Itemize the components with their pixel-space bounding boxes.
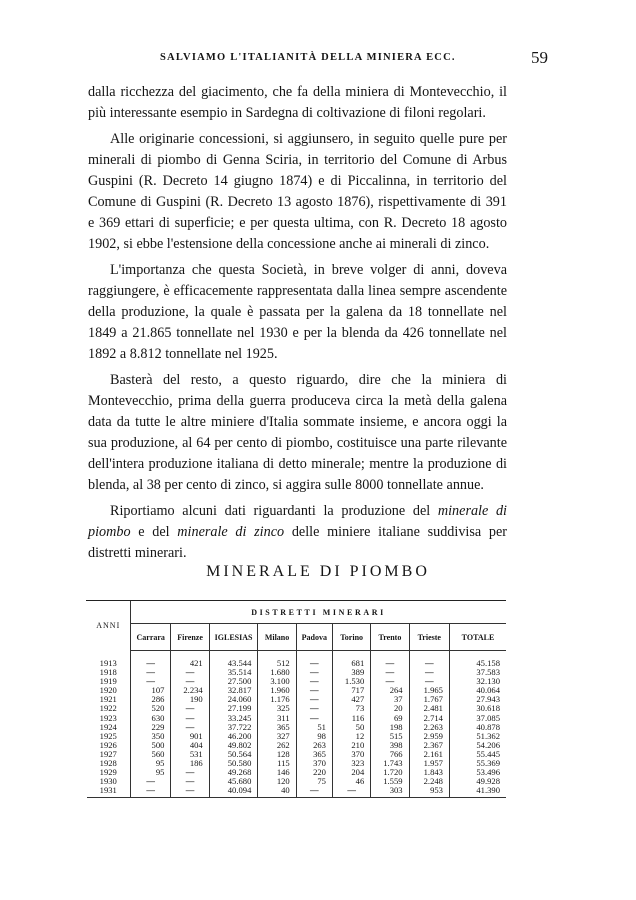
year-cell: 1927 [87, 750, 131, 759]
cell-trieste: 2.263 [409, 723, 449, 732]
table-row [87, 786, 507, 798]
cell-padova: — [296, 677, 332, 686]
cell-trento: — [371, 677, 409, 686]
cell-totale: 27.943 [449, 695, 506, 704]
cell-torino: 323 [332, 759, 370, 768]
cell-iglesias: 37.722 [209, 723, 258, 732]
cell-trieste: — [409, 668, 449, 677]
cell-carrara: 229 [131, 723, 171, 732]
cell-firenze: — [171, 677, 209, 686]
cell-trento: 69 [371, 714, 409, 723]
paragraph-5-italic-zinco: minerale di zinco [177, 524, 285, 540]
cell-torino: 1.530 [332, 677, 370, 686]
district-group-header: DISTRETTI MINERARI [131, 601, 506, 624]
cell-torino: 73 [332, 704, 370, 713]
table-row [87, 677, 507, 686]
cell-iglesias: 24.060 [209, 695, 258, 704]
column-header-torino: Torino [332, 624, 370, 651]
cell-carrara: 350 [131, 732, 171, 741]
year-cell: 1920 [87, 686, 131, 695]
cell-milano: 262 [258, 741, 296, 750]
table-row [87, 686, 507, 695]
cell-carrara: 286 [131, 695, 171, 704]
cell-totale: 54.206 [449, 741, 506, 750]
cell-trento: 264 [371, 686, 409, 695]
paragraph-3: L'importanza che questa Società, in breve volger di anni, doveva raggiungere, è efficacemente rappresentata dalla linea sempre ascendente della produzione, la quale è passata per la galena da 18 tonnellate nel 1849 a 21.865 tonnellate nel 1930 e per la blenda da 426 tonnellate nel 1892 a 8.812 tonnellate nel 1925. [88, 262, 507, 362]
cell-carrara: 560 [131, 750, 171, 759]
cell-milano: 115 [258, 759, 296, 768]
year-cell: 1913 [87, 659, 131, 668]
paragraph-5-text-after: delle miniere italiane suddivisa per distretti minerari. [88, 524, 507, 561]
cell-carrara: 630 [131, 714, 171, 723]
paragraph-5-italic-piombo: minerale di piombo [88, 503, 507, 540]
table-row [87, 695, 507, 704]
year-cell: 1918 [87, 668, 131, 677]
cell-firenze: 901 [171, 732, 209, 741]
cell-padova: 263 [296, 741, 332, 750]
cell-trieste: 953 [409, 786, 449, 798]
year-cell: 1922 [87, 704, 131, 713]
cell-carrara: — [131, 777, 171, 786]
cell-totale: 51.362 [449, 732, 506, 741]
cell-carrara: 500 [131, 741, 171, 750]
cell-firenze: — [171, 704, 209, 713]
cell-milano: 40 [258, 786, 296, 798]
cell-iglesias: 32.817 [209, 686, 258, 695]
column-header-trento: Trento [371, 624, 409, 651]
cell-trento: 515 [371, 732, 409, 741]
cell-milano: 3.100 [258, 677, 296, 686]
cell-torino: 370 [332, 750, 370, 759]
cell-carrara: — [131, 659, 171, 668]
table-row [87, 759, 507, 768]
cell-firenze: 2.234 [171, 686, 209, 695]
cell-torino: 681 [332, 659, 370, 668]
cell-iglesias: 50.580 [209, 759, 258, 768]
cell-firenze: 531 [171, 750, 209, 759]
table-row [87, 750, 507, 759]
cell-iglesias: 49.268 [209, 768, 258, 777]
cell-carrara: — [131, 668, 171, 677]
cell-trento: 37 [371, 695, 409, 704]
cell-iglesias: 35.514 [209, 668, 258, 677]
cell-trieste: 2.481 [409, 704, 449, 713]
cell-trento: — [371, 668, 409, 677]
cell-totale: 40.064 [449, 686, 506, 695]
cell-padova: 370 [296, 759, 332, 768]
cell-iglesias: 33.245 [209, 714, 258, 723]
cell-milano: 365 [258, 723, 296, 732]
cell-iglesias: 45.680 [209, 777, 258, 786]
paragraph-5-text-before: Riportiamo alcuni dati riguardanti la produzione del [110, 503, 438, 519]
cell-torino: 717 [332, 686, 370, 695]
cell-padova: — [296, 786, 332, 798]
cell-trento: 20 [371, 704, 409, 713]
cell-firenze: — [171, 777, 209, 786]
running-head [88, 48, 548, 70]
cell-trieste: 2.367 [409, 741, 449, 750]
year-cell: 1919 [87, 677, 131, 686]
cell-totale: 55.445 [449, 750, 506, 759]
column-header-firenze: Firenze [171, 624, 209, 651]
paragraph-5 [88, 501, 507, 564]
cell-iglesias: 43.544 [209, 659, 258, 668]
cell-padova: 98 [296, 732, 332, 741]
table-row [87, 732, 507, 741]
column-header-milano: Milano [258, 624, 296, 651]
cell-trieste: 2.248 [409, 777, 449, 786]
cell-trieste: 2.714 [409, 714, 449, 723]
cell-firenze: 186 [171, 759, 209, 768]
cell-carrara: 107 [131, 686, 171, 695]
table-column-header-row [87, 624, 507, 651]
table-row [87, 704, 507, 713]
year-cell: 1921 [87, 695, 131, 704]
cell-torino: 12 [332, 732, 370, 741]
cell-torino: 204 [332, 768, 370, 777]
column-header-padova: Padova [296, 624, 332, 651]
paragraph-1: dalla ricchezza del giacimento, che fa della miniera di Montevecchio, il più interessante esempio in Sardegna di coltivazione di filoni regolari. [88, 84, 507, 121]
cell-torino: 210 [332, 741, 370, 750]
cell-totale: 40.878 [449, 723, 506, 732]
cell-trieste: 2.959 [409, 732, 449, 741]
column-header-totale: TOTALE [449, 624, 506, 651]
cell-padova: — [296, 704, 332, 713]
year-cell: 1924 [87, 723, 131, 732]
year-cell: 1926 [87, 741, 131, 750]
page-number: 59 [531, 48, 548, 67]
cell-torino: 46 [332, 777, 370, 786]
table-title: MINERALE DI PIOMBO [206, 563, 430, 580]
cell-carrara: 520 [131, 704, 171, 713]
cell-iglesias: 40.094 [209, 786, 258, 798]
cell-milano: 327 [258, 732, 296, 741]
cell-padova: — [296, 714, 332, 723]
cell-milano: 512 [258, 659, 296, 668]
cell-carrara: 95 [131, 768, 171, 777]
cell-firenze: — [171, 714, 209, 723]
column-header-carrara: Carrara [131, 624, 171, 651]
cell-trento: 303 [371, 786, 409, 798]
cell-padova: 220 [296, 768, 332, 777]
cell-padova: — [296, 695, 332, 704]
cell-torino: 116 [332, 714, 370, 723]
table-row [87, 741, 507, 750]
running-title: SALVIAMO L'ITALIANITÀ DELLA MINIERA ECC. [160, 52, 456, 63]
cell-firenze: — [171, 786, 209, 798]
year-cell: 1931 [87, 786, 131, 798]
cell-trento: 1.743 [371, 759, 409, 768]
cell-milano: 311 [258, 714, 296, 723]
cell-iglesias: 27.199 [209, 704, 258, 713]
cell-firenze: 404 [171, 741, 209, 750]
cell-trieste: 2.161 [409, 750, 449, 759]
year-cell: 1929 [87, 768, 131, 777]
cell-milano: 1.960 [258, 686, 296, 695]
cell-padova: — [296, 659, 332, 668]
cell-totale: 53.496 [449, 768, 506, 777]
cell-torino: 50 [332, 723, 370, 732]
cell-padova: 365 [296, 750, 332, 759]
cell-milano: 1.680 [258, 668, 296, 677]
cell-iglesias: 50.564 [209, 750, 258, 759]
body-text [88, 82, 507, 564]
year-column-header: ANNI [87, 601, 131, 651]
cell-totale: 45.158 [449, 659, 506, 668]
cell-trieste: 1.957 [409, 759, 449, 768]
cell-torino: 427 [332, 695, 370, 704]
column-header-trieste: Trieste [409, 624, 449, 651]
cell-trento: 766 [371, 750, 409, 759]
cell-milano: 128 [258, 750, 296, 759]
cell-totale: 41.390 [449, 786, 506, 798]
cell-padova: 51 [296, 723, 332, 732]
cell-trento: 1.720 [371, 768, 409, 777]
cell-carrara: 95 [131, 759, 171, 768]
cell-firenze: — [171, 723, 209, 732]
cell-torino: — [332, 786, 370, 798]
cell-carrara: — [131, 786, 171, 798]
cell-milano: 325 [258, 704, 296, 713]
cell-milano: 146 [258, 768, 296, 777]
table-group-header-row [87, 601, 507, 624]
cell-milano: 120 [258, 777, 296, 786]
production-table [86, 600, 506, 798]
cell-trieste: 1.965 [409, 686, 449, 695]
year-cell: 1930 [87, 777, 131, 786]
cell-trento: — [371, 659, 409, 668]
table-row [87, 723, 507, 732]
cell-firenze: 190 [171, 695, 209, 704]
cell-trento: 198 [371, 723, 409, 732]
cell-padova: — [296, 668, 332, 677]
cell-trieste: — [409, 659, 449, 668]
cell-totale: 49.928 [449, 777, 506, 786]
cell-firenze: 421 [171, 659, 209, 668]
table-body [87, 651, 507, 798]
cell-carrara: — [131, 677, 171, 686]
cell-totale: 55.369 [449, 759, 506, 768]
cell-trieste: — [409, 677, 449, 686]
cell-padova: 75 [296, 777, 332, 786]
cell-firenze: — [171, 768, 209, 777]
cell-trieste: 1.843 [409, 768, 449, 777]
cell-trento: 398 [371, 741, 409, 750]
cell-totale: 32.130 [449, 677, 506, 686]
paragraph-2: Alle originarie concessioni, si aggiunsero, in seguito quelle pure per minerali di piombo di Genna Sciria, in territorio del Comune di Arbus Guspini (R. Decreto 14 giugno 1874) e di Piccalinna, in territorio del Comune di Guspini (R. Decreto 13 agosto 1876), rispettivamente di 391 e 369 ettari di superficie; e per questa ultima, con R. Decreto 18 agosto 1902, si ebbe l'estensione della concessione anche ai minerali di zinco. [88, 131, 507, 252]
cell-firenze: — [171, 668, 209, 677]
cell-trento: 1.559 [371, 777, 409, 786]
cell-totale: 30.618 [449, 704, 506, 713]
cell-milano: 1.176 [258, 695, 296, 704]
cell-trieste: 1.767 [409, 695, 449, 704]
cell-iglesias: 49.802 [209, 741, 258, 750]
column-header-iglesias: IGLESIAS [209, 624, 258, 651]
cell-totale: 37.583 [449, 668, 506, 677]
cell-iglesias: 46.200 [209, 732, 258, 741]
table-row [87, 714, 507, 723]
cell-iglesias: 27.500 [209, 677, 258, 686]
cell-padova: — [296, 686, 332, 695]
cell-torino: 389 [332, 668, 370, 677]
year-cell: 1928 [87, 759, 131, 768]
year-cell: 1925 [87, 732, 131, 741]
paragraph-4: Basterà del resto, a questo riguardo, dire che la miniera di Montevecchio, prima della guerra produceva circa la metà della galena data da tutte le altre miniere d'Italia sommate insieme, e ancora oggi la sua produzione, al 64 per cento di piombo, costituisce una parte rilevante dell'intera produzione italiana di detto minerale; mentre la produzione di blenda, al 38 per cento di zinco, si aggira sulle 8000 tonnellate annue. [88, 372, 507, 493]
paragraph-5-text-middle: e del [130, 524, 178, 540]
cell-totale: 37.085 [449, 714, 506, 723]
year-cell: 1923 [87, 714, 131, 723]
